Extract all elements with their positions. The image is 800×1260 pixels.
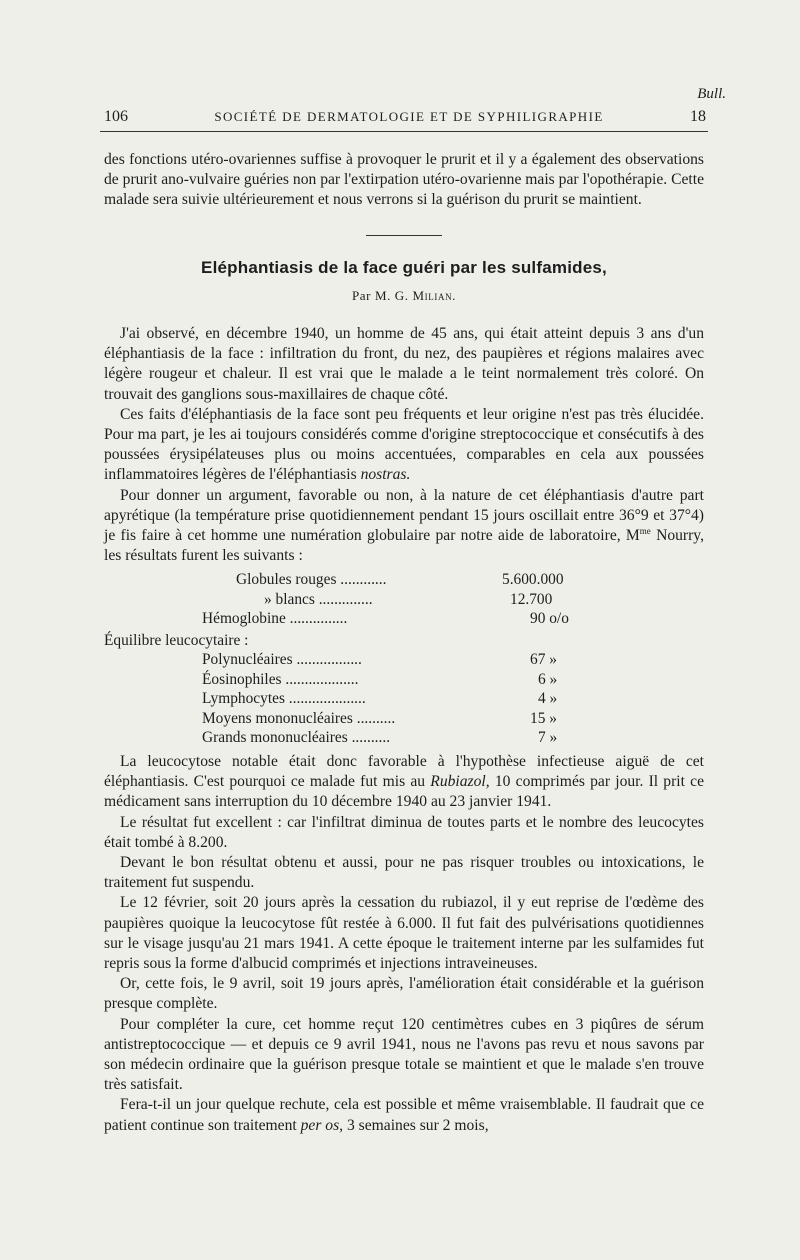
row-label: Polynucléaires ................. xyxy=(202,651,362,669)
paragraph-suspension: Devant le bon résultat obtenu et aussi, pour ne pas risquer troubles ou intoxications, le traitement fut suspendu. xyxy=(104,853,704,892)
row-value: 12.700 xyxy=(510,590,553,608)
page-number: 106 xyxy=(104,108,128,125)
article-title: Eléphantiasis de la face guéri par les sulfamides, xyxy=(201,257,607,277)
row-value: 67 » xyxy=(530,651,557,669)
author-prefix: Par M. G. xyxy=(351,287,409,303)
row-label: Hémoglobine ............... xyxy=(202,610,348,628)
paragraph-prognosis-italic: per os, xyxy=(300,1116,344,1134)
bull-annotation: Bull. xyxy=(697,86,726,102)
row-value: 15 » xyxy=(530,709,557,727)
row-value: 6 » xyxy=(538,670,558,688)
paragraph-cure: Pour compléter la cure, cet homme reçut 120 centimètres cubes en 3 piqûres de sérum antistreptococcique — et depuis ce 9 avril 1941, nous ne l'avons pas revu et nous savons par son médecin ordinaire que la guérison presque totale se maintient et que le malade s'en trouve très satisfait. xyxy=(104,1015,704,1094)
paragraph-leucocytose xyxy=(104,752,704,813)
continuation-paragraph: des fonctions utéro-ovariennes suffise à provoquer le prurit et il y a également des observations de prurit ano-vulvaire guéries non par l'extirpation utéro-ovarienne mais par l'opothérapie. Cette malade sera suivie ultérieurement et nous verrons si la guérison du prurit se maintient. xyxy=(104,151,704,209)
paragraph-argument-sup: me xyxy=(639,525,651,536)
row-label: » blancs .............. xyxy=(264,590,373,608)
author-name: Milian. xyxy=(412,287,457,303)
issue-number: 18 xyxy=(689,108,706,125)
row-value: 7 » xyxy=(538,729,558,747)
row-label: Moyens mononucléaires .......... xyxy=(202,709,396,727)
section-separator xyxy=(366,235,442,236)
row-value: 5.600.000 xyxy=(502,571,564,589)
paragraph-observation: J'ai observé, en décembre 1940, un homme de 45 ans, qui était atteint depuis 3 ans d'un éléphantiasis de la face : infiltration du front, du nez, des paupières et régions malaires avec légère rougeur et chaleur. Il est vrai que le malade a le teint normalement très coloré. On trouvait des ganglions sous-maxillaires de chaque côté. xyxy=(104,325,704,403)
running-title: SOCIÉTÉ DE DERMATOLOGIE ET DE SYPHILIGRAPHIE xyxy=(214,109,604,124)
header-rule xyxy=(100,131,708,132)
paragraph-leucocytose-b: 10 comprimés par jour. Il prit ce médicament sans interruption du 10 décembre 1940 au 23 janvier 1941. xyxy=(104,773,705,811)
table-row xyxy=(104,689,704,709)
table-row xyxy=(104,590,704,610)
leuco-heading: Équilibre leucocytaire : xyxy=(104,631,249,649)
paragraph-prognosis-a: Fera-t-il un jour quelque rechute, cela est possible et même vraisemblable. Il faudrait que ce patient continue son traitement xyxy=(104,1096,704,1134)
table-row xyxy=(104,670,704,690)
running-header xyxy=(104,108,706,130)
row-label: Lymphocytes .................... xyxy=(202,690,366,708)
paragraph-relapse: Le 12 février, soit 20 jours après la cessation du rubiazol, il y eut reprise de l'œdème des paupières quoique la leucocytose fût restée à 6.000. Il fut fait des pulvérisations quotidiennes sur le visage jusqu'au 21 mars 1941. A cette époque le traitement interne par les sulfamides fut repris sous la forme d'albucid comprimés et injections intraveineuses. xyxy=(104,894,704,972)
table-row xyxy=(104,728,704,748)
blood-count-table xyxy=(104,570,704,748)
paragraph-argument-a: Pour donner un argument, favorable ou non, à la nature de cet éléphantiasis d'autre part apyrétique (la température prise quotidiennement pendant 15 jours oscillait entre 36°9 et 37°4) je fis faire à cet homme une numération globulaire par notre aide de laboratoire, M xyxy=(104,486,704,545)
paragraph-origin xyxy=(104,405,704,486)
paragraph-argument-b: Nourry, les résultats furent les suivants : xyxy=(104,527,704,565)
row-label: Globules rouges ............ xyxy=(236,571,387,589)
row-label: Éosinophiles ................... xyxy=(202,670,359,688)
table-row xyxy=(104,570,704,590)
paragraph-origin-text: Ces faits d'éléphantiasis de la face sont peu fréquents et leur origine n'est pas très élucidée. Pour ma part, je les ai toujours considérés comme d'origine streptococcique et consécutifs à des poussées érysipélateuses plus ou moins accentuées, comparables en cela aux poussées inflammatoires légères de l'éléphantiasis xyxy=(104,405,704,484)
paragraph-prognosis xyxy=(104,1095,704,1135)
table-row xyxy=(104,609,704,629)
page-body xyxy=(104,150,704,1136)
paragraph-prognosis-b: 3 semaines sur 2 mois, xyxy=(343,1116,489,1134)
paragraph-leucocytose-a: La leucocytose notable était donc favorable à l'hypothèse infectieuse aiguë de cet éléphantiasis. C'est pourquoi ce malade fut mis au xyxy=(104,752,704,791)
paragraph-result: Le résultat fut excellent : car l'infiltrat diminua de toutes parts et le nombre des leucocytes était tombé à 8.200. xyxy=(104,813,704,851)
paragraph-improvement: Or, cette fois, le 9 avril, soit 19 jours après, l'amélioration était considérable et la guérison presque complète. xyxy=(104,975,704,1013)
table-row xyxy=(104,650,704,670)
row-value: 4 » xyxy=(538,690,558,708)
paragraph-origin-italic: nostras. xyxy=(360,466,411,484)
paragraph-argument xyxy=(104,486,704,567)
row-value: 90 o/o xyxy=(530,610,569,628)
row-label: Grands mononucléaires .......... xyxy=(202,729,391,747)
article-author xyxy=(104,286,704,306)
table-row xyxy=(104,709,704,729)
paragraph-leucocytose-italic: Rubiazol, xyxy=(430,773,490,791)
